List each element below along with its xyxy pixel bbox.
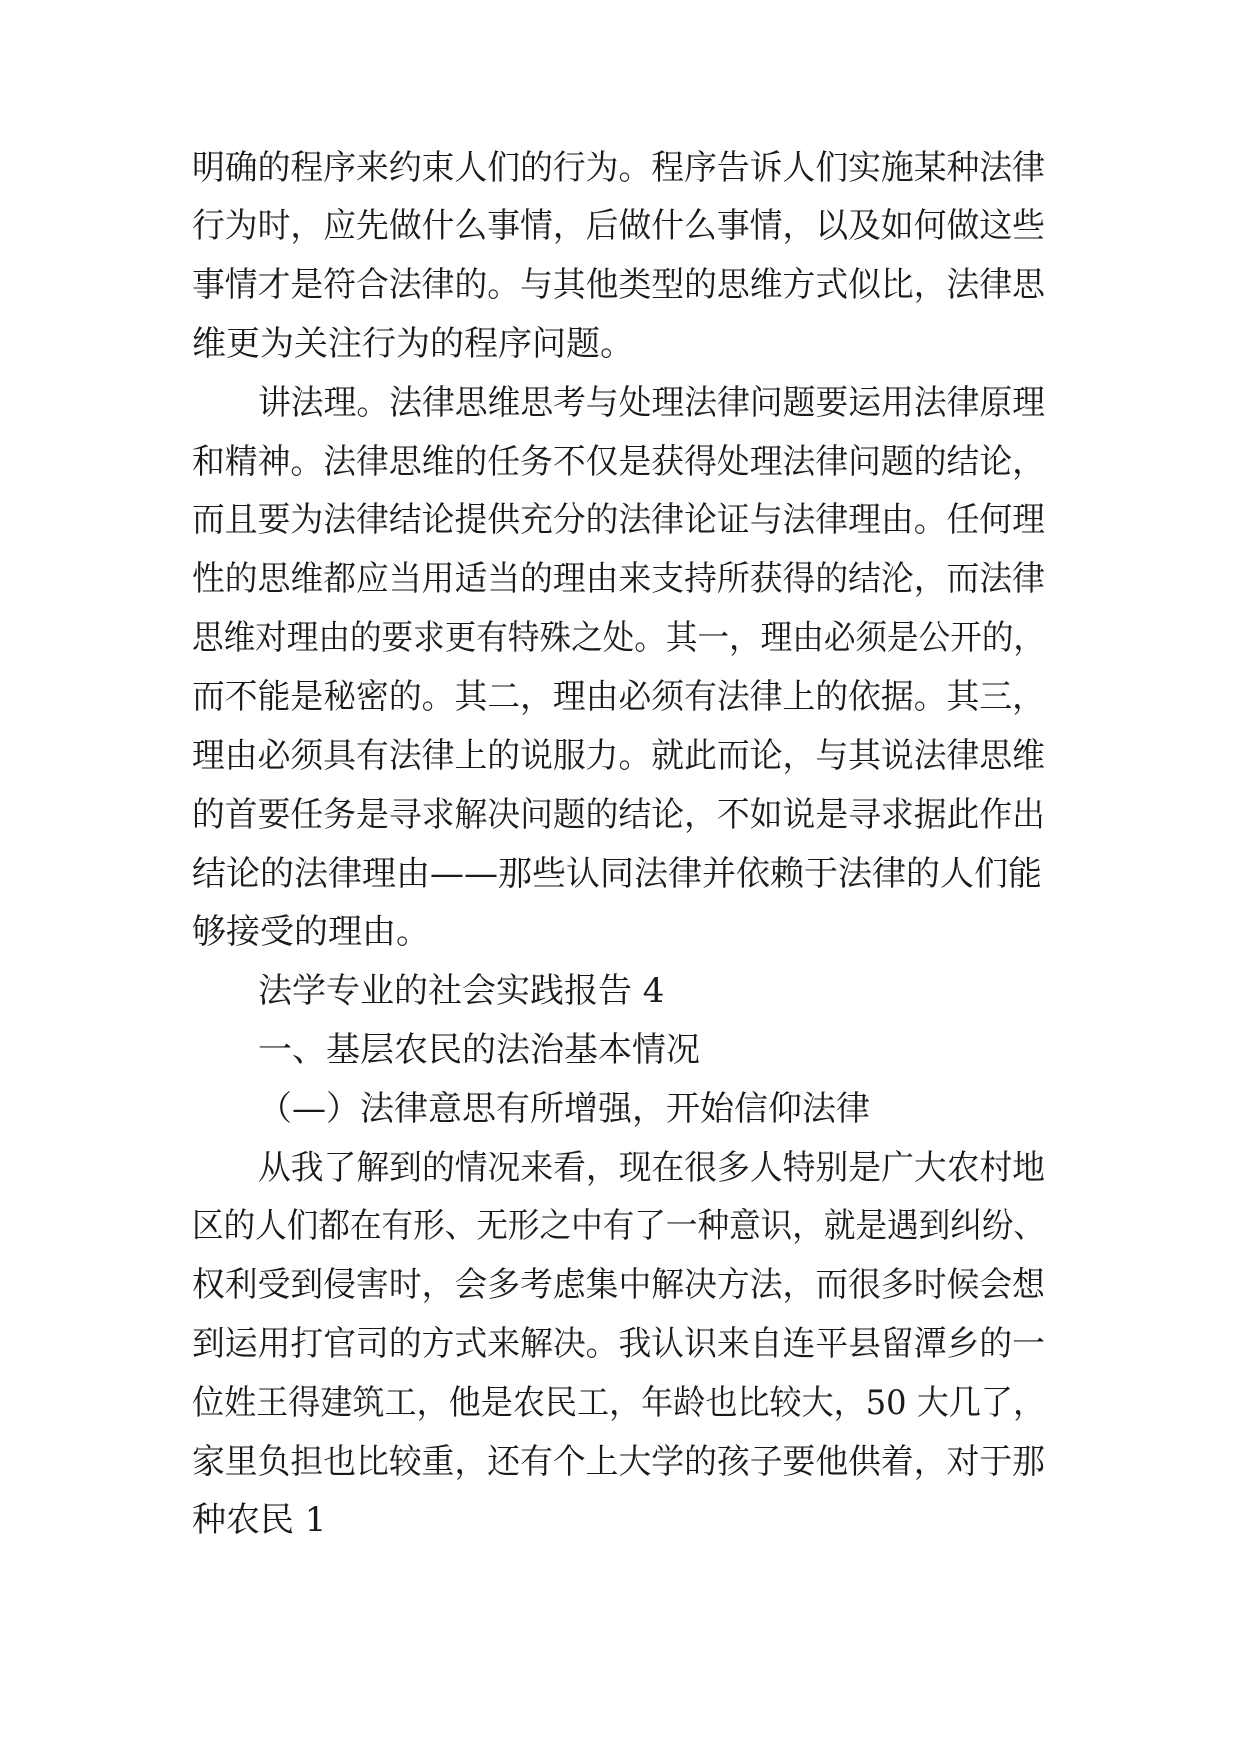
- text-line: 而且要为法律结论提供充分的法律论证与法律理由。任何理: [192, 500, 1045, 540]
- text-line: 理由必须具有法律上的说服力。就此而论，与其说法律思维: [192, 736, 1045, 776]
- text-line: 的首要任务是寻求解决问题的结论，不如说是寻求据此作出: [192, 795, 1045, 835]
- text-line: 维更为关注行为的程序问题。: [192, 324, 634, 364]
- section-heading: 法学专业的社会实践报告 4: [258, 971, 665, 1011]
- text-line: 区的人们都在有形、无形之中有了一种意识，就是遇到纠纷、: [192, 1206, 1046, 1246]
- text-line: 家里负担也比较重，还有个上大学的孩子要他供着，对于那: [192, 1442, 1045, 1482]
- text-line: 事情才是符合法律的。与其他类型的思维方式似比，法律思: [192, 265, 1045, 305]
- text-line: 明确的程序来约束人们的行为。程序告诉人们实施某种法律: [192, 148, 1045, 188]
- text-line: 够接受的理由。: [192, 912, 430, 952]
- text-line: 结论的法律理由——那些认同法律并依赖于法律的人们能: [192, 854, 1042, 894]
- text-line: 种农民 1: [192, 1500, 327, 1540]
- text-line: 而不能是秘密的。其二，理由必须有法律上的依据。其三，: [192, 677, 1045, 717]
- text-line: 和精神。法律思维的任务不仅是获得处理法律问题的结论，: [192, 442, 1045, 482]
- text-line: 性的思维都应当用适当的理由来支持所获得的结沦，而法律: [192, 559, 1045, 599]
- text-line: 位姓王得建筑工，他是农民工，年龄也比较大，50 大几了，: [192, 1383, 1046, 1423]
- text-line: 行为时，应先做什么事情，后做什么事情，以及如何做这些: [192, 206, 1045, 246]
- text-line: 从我了解到的情况来看，现在很多人特别是广大农村地: [258, 1148, 1046, 1188]
- text-line: 思维对理由的要求更有特殊之处。其一，理由必须是公开的，: [192, 618, 1046, 658]
- text-line: 权利受到侵害时，会多考虑集中解决方法，而很多时候会想: [192, 1265, 1045, 1305]
- section-heading: 一、基层农民的法治基本情况: [258, 1030, 700, 1070]
- text-line: 到运用打官司的方式来解决。我认识来自连平县留潭乡的一: [192, 1324, 1045, 1364]
- subsection-heading: （—）法律意思有所增强，开始信仰法律: [258, 1089, 870, 1129]
- text-line: 讲法理。法律思维思考与处理法律问题要运用法律原理: [258, 383, 1046, 423]
